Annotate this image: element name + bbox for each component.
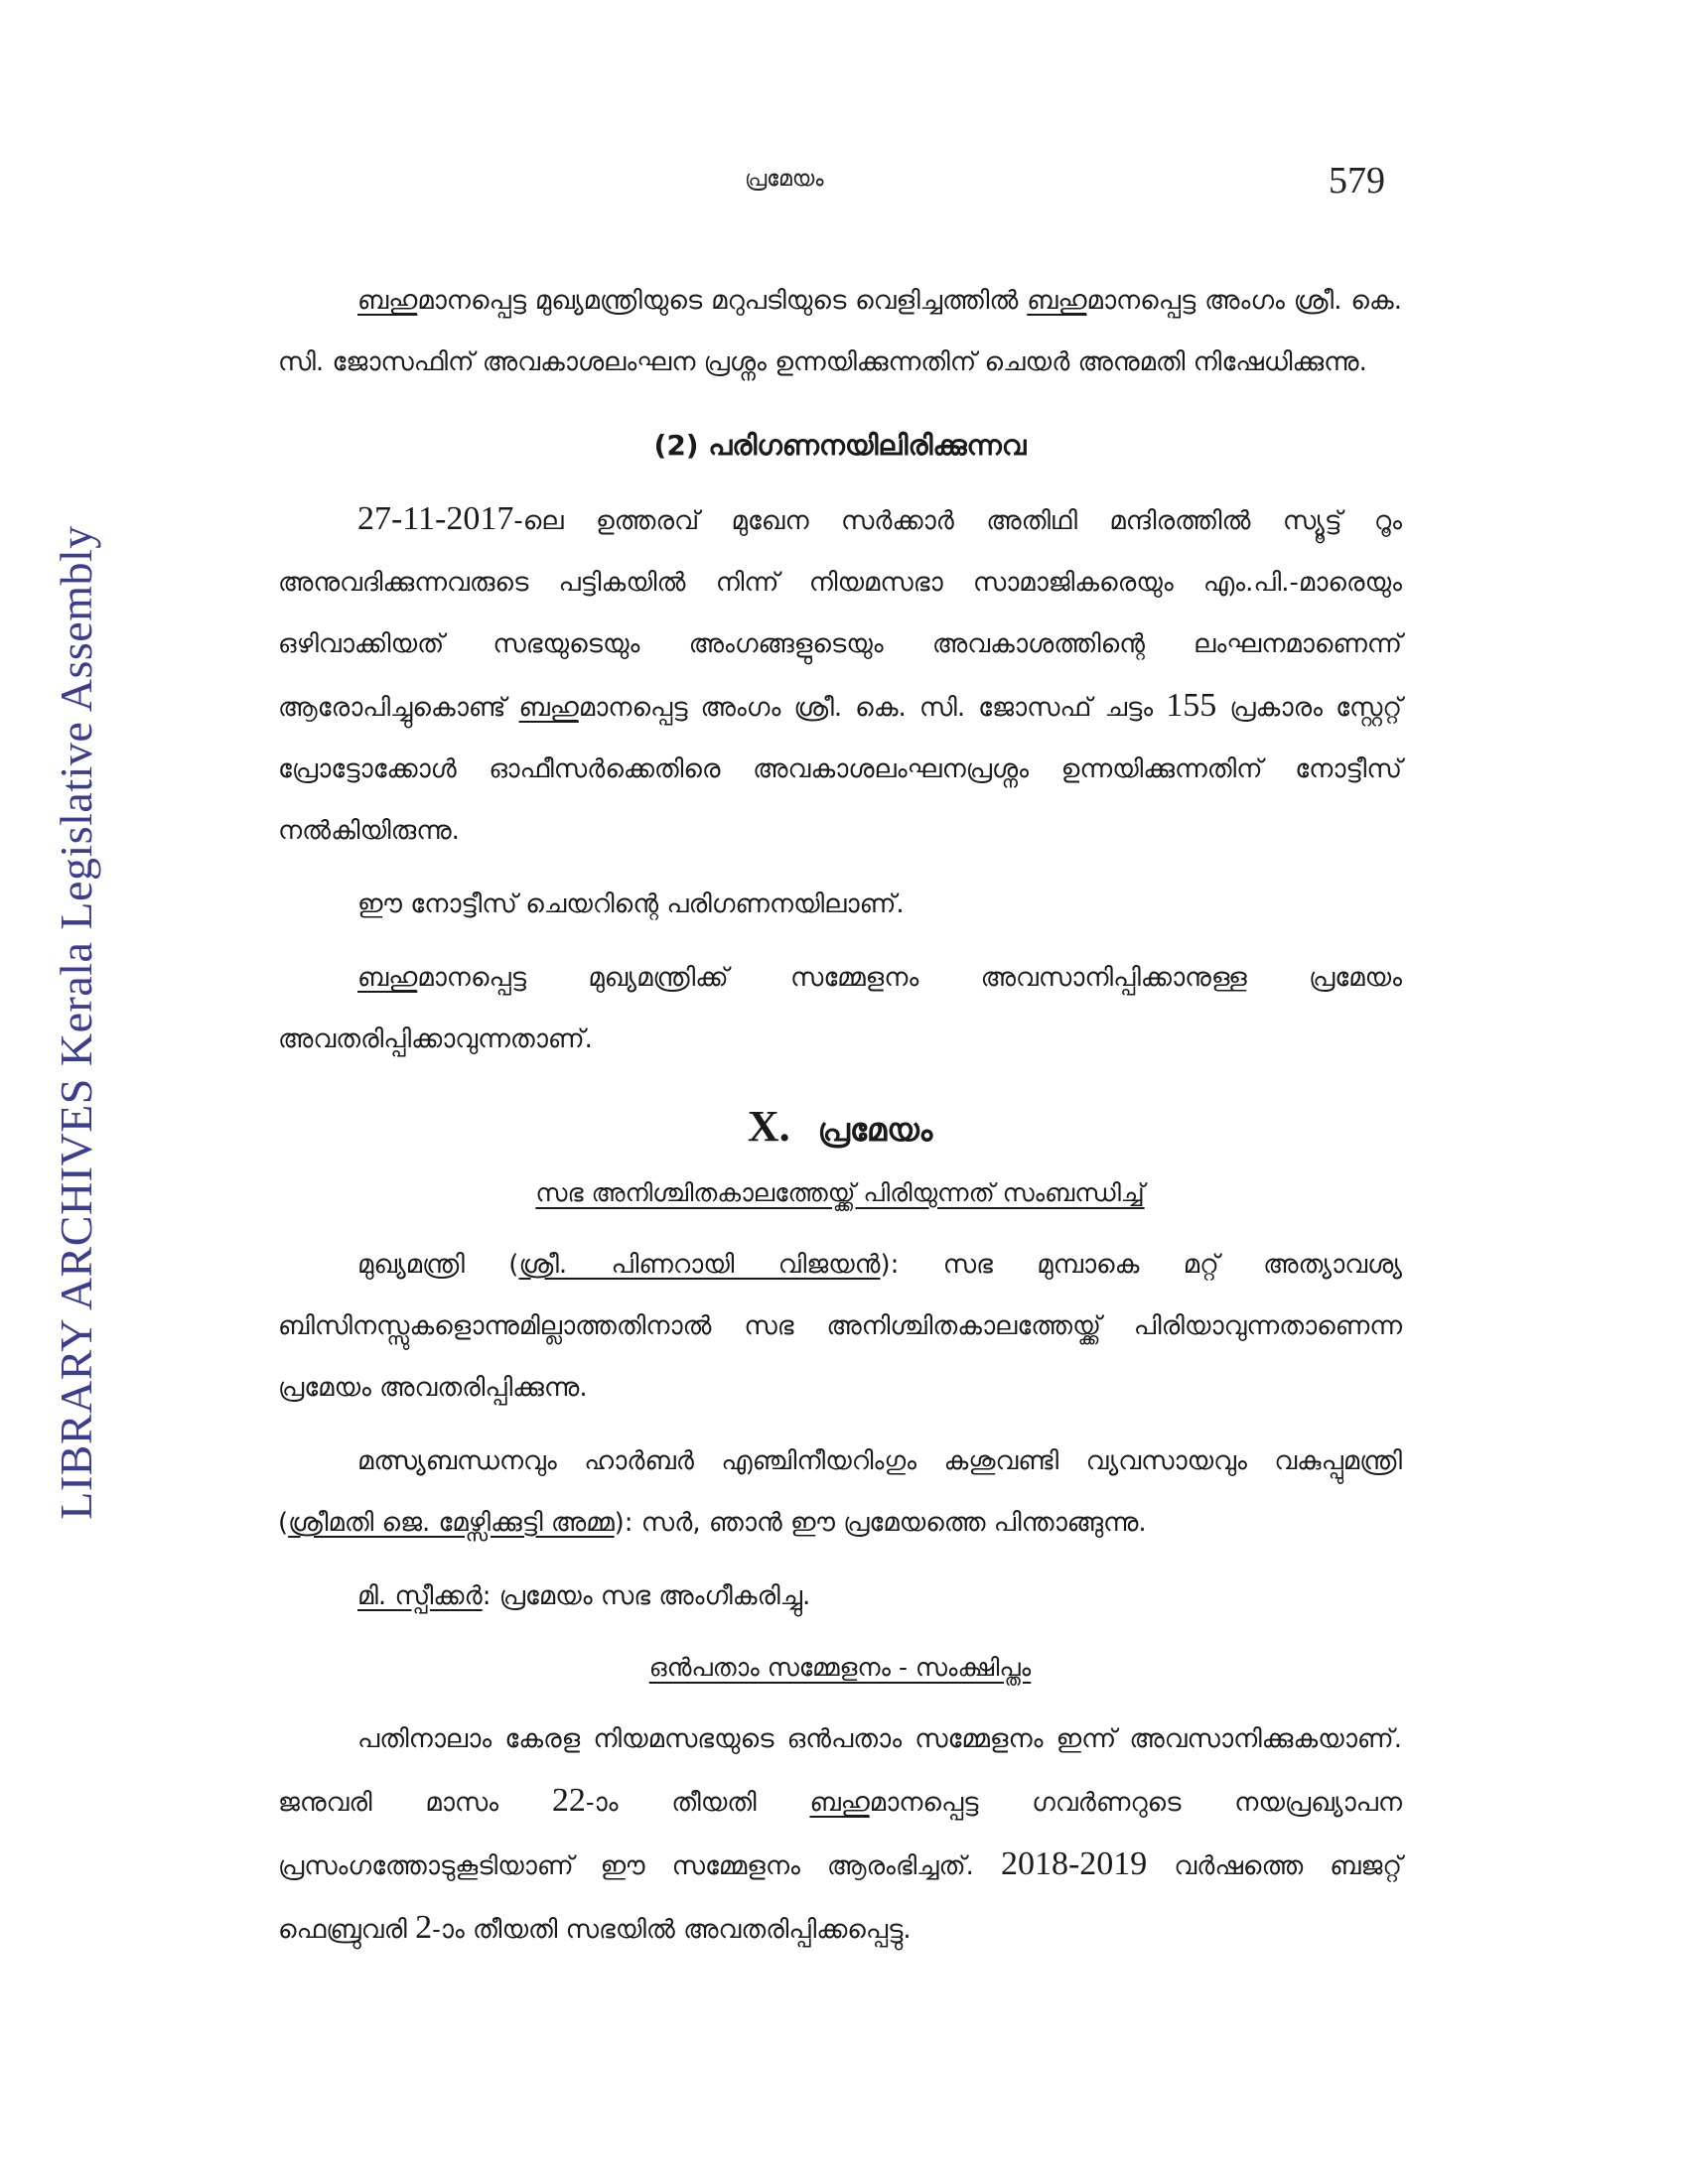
text-run: ): സർ, ഞാൻ ഈ പ്രമേയത്തെ പിന്താങ്ങുന്നു. <box>614 1508 1147 1538</box>
text-run: : പ്രമേയം സഭ അംഗീകരിച്ചു. <box>482 1581 811 1611</box>
consideration-paragraph: ഈ നോട്ടീസ് ചെയറിന്റെ പരിഗണനയിലാണ്. <box>357 889 905 919</box>
text-run: -ാം തീയതി <box>585 1788 810 1818</box>
text-run: -ാം തീയതി സഭയിൽ അവതരിപ്പിക്കപ്പെട്ടു. <box>432 1915 912 1945</box>
honorific-abbrev: ബഹു <box>809 1788 870 1818</box>
minister-seconding-paragraph <box>278 1431 1402 1554</box>
text-run: മാനപ്പെട്ട ഗവർണറുടെ നയപ്രഖ്യാപന പ്രസംഗത്തോടുകൂടിയാണ് ഈ സമ്മേളനം ആരംഭിച്ചത്. <box>278 1788 1403 1881</box>
page-body <box>278 270 1402 1961</box>
speaker-name: ശ്രീ. പിണറായി വിജയൻ <box>518 1250 881 1280</box>
speaker-name: മി. സ്പീക്കർ <box>357 1581 483 1611</box>
speaker-name: ശ്രീമതി ജെ. മേഴ്സിക്കുട്ടി അമ്മ <box>288 1508 615 1538</box>
honorific-abbrev: ബഹു <box>357 963 418 993</box>
text-run: മാനപ്പെട്ട മുഖ്യമന്ത്രിയുടെ മറുപടിയുടെ വെളിച്ചത്തിൽ <box>417 286 1028 316</box>
adjournment-subheading: സഭ അനിശ്ചിതകാലത്തേയ്ക്ക് പിരിയുന്നത് സംബന്ധിച്ച് <box>535 1178 1145 1207</box>
day-number: 22 <box>551 1782 586 1819</box>
honorific-abbrev: ബഹു <box>518 693 579 723</box>
speaker-paragraph <box>278 1566 1402 1627</box>
session-summary-subheading: ഒൻപതാം സമ്മേളനം - സംക്ഷിപ്തം <box>648 1653 1032 1682</box>
ruling-paragraph <box>278 270 1402 393</box>
library-archives-watermark: LIBRARY ARCHIVES Kerala Legislative Assembly <box>50 525 101 1520</box>
running-head: പ്രമേയം <box>745 167 824 192</box>
text-run: മാനപ്പെട്ട അംഗം ശ്രീ. കെ. സി. ജോസഫ് ചട്ടം <box>578 693 1167 723</box>
chief-minister-paragraph <box>278 1234 1402 1419</box>
text-run: -ലെ ഉത്തരവ് മുഖേന സർക്കാർ അതിഥി മന്ദിരത്തിൽ സ്യൂട്ട് റൂം അനുവദിക്കുന്നവരുടെ പട്ടികയിൽ നിന്ന് നിയമസഭാ സാമാജികരെയും എം.പി.-മാരെയും ഒഴിവാക്കിയത് സഭയുടെയും അംഗങ്ങളുടെയും അവകാശത്തിന്റെ ലംഘനമാണെന്ന് ആരോപിച്ചുകൊണ്ട് <box>278 506 1402 723</box>
day-number: 2 <box>415 1909 433 1946</box>
text-run: പതിനാലാം കേരള നിയമസഭയുടെ ഒൻപതാം സമ്മേളനം ഇന്ന് അവസാനിക്കുകയാണ്. ജനുവരി മാസം <box>278 1724 1402 1818</box>
motion-permission-paragraph <box>278 947 1402 1070</box>
text-run: മാനപ്പെട്ട അംഗം ശ്രീ. കെ. സി. ജോസഫിന് അവകാശലംഘന പ്രശ്നം ഉന്നയിക്കുന്നതിന് ചെയർ അനുമതി നിഷേധിക്കുന്നു. <box>278 286 1402 377</box>
section-name: പ്രമേയം <box>817 1111 933 1149</box>
session-summary-paragraph <box>278 1708 1402 1961</box>
text-run: മുഖ്യമന്ത്രി ( <box>357 1250 519 1280</box>
honorific-abbrev: ബഹു <box>1027 286 1087 316</box>
text-run: ): സഭ മുമ്പാകെ മറ്റ് അത്യാവശ്യ ബിസിനസ്സുകളൊന്നുമില്ലാത്തതിനാൽ സഭ അനിശ്ചിതകാലത്തേയ്ക്ക് പിരിയാവുന്നതാണെന്ന പ്രമേയം അവതരിപ്പിക്കുന്നു. <box>278 1250 1403 1403</box>
pending-heading: (2) പരിഗണനയിലിരിക്കുന്നവ <box>653 429 1027 462</box>
order-date: 27-11-2017 <box>357 500 514 537</box>
section-title <box>278 1092 1402 1164</box>
text-run: മാനപ്പെട്ട മുഖ്യമന്ത്രിക്ക് സമ്മേളനം അവസാനിപ്പിക്കാനുള്ള പ്രമേയം അവതരിപ്പിക്കാവുന്നതാണ്. <box>278 963 1402 1054</box>
rule-number: 155 <box>1166 687 1217 724</box>
honorific-abbrev: ബഹു <box>357 286 418 316</box>
notice-paragraph <box>278 488 1402 862</box>
text-run: മത്സ്യബന്ധനവും ഹാർബർ എഞ്ചിനീയറിംഗും കശുവണ്ടി വ്യവസായവും വകുപ്പുമന്ത്രി ( <box>278 1446 1402 1538</box>
text-run: വർഷത്തെ ബജറ്റ് ഫെബ്രുവരി <box>278 1851 1403 1945</box>
text-run: പ്രകാരം സ്റ്റേറ്റ് പ്രോട്ടോക്കോൾ ഓഫീസർക്കെതിരെ അവകാശലംഘനപ്രശ്നം ഉന്നയിക്കുന്നതിന് നോട്ടീസ് നൽകിയിരുന്നു. <box>278 693 1402 846</box>
budget-year: 2018-2019 <box>1000 1845 1148 1882</box>
page-number: 579 <box>1329 160 1385 202</box>
section-number: X. <box>747 1102 790 1151</box>
